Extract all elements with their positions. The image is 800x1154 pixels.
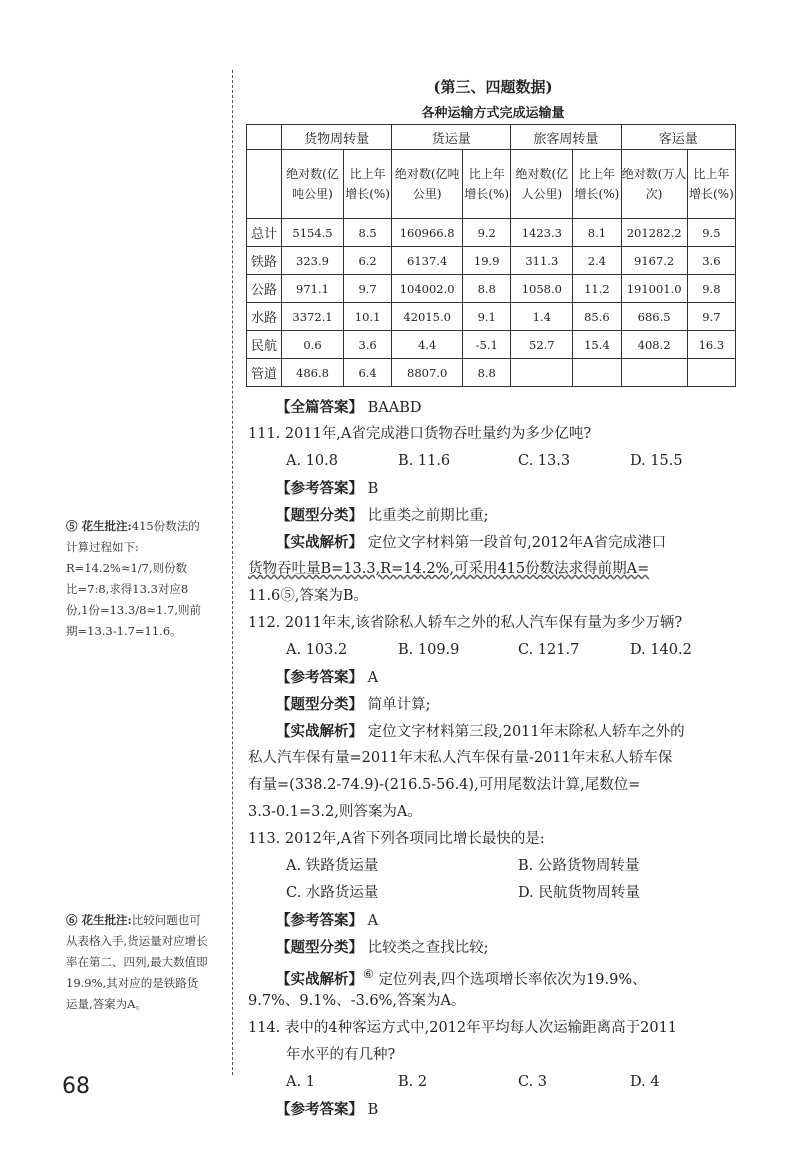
table-subtitle: 各种运输方式完成运输量 [421, 106, 565, 121]
q114-text-line: 年水平的有几种? [286, 1047, 396, 1063]
q111-type [276, 502, 489, 530]
table-cell: 1423.3 [511, 219, 573, 247]
table-cell [511, 359, 573, 387]
q113-option-a: A. 铁路货运量 [286, 858, 379, 874]
q112-option-d: D. 140.2 [630, 642, 692, 658]
side-note-line: 运量,答案为A。 [66, 997, 147, 1011]
type-value: 比较类之查找比较; [367, 940, 489, 956]
answer-value: A [367, 670, 379, 686]
q113-type [276, 934, 489, 962]
answer-label: 【参考答案】 [276, 912, 363, 929]
table-corner-cell [247, 150, 282, 219]
table-cell: 42015.0 [392, 303, 463, 331]
side-note-line [66, 516, 226, 537]
side-note-line: 份,1份=13.3/8≈1.7,则前 [66, 603, 201, 617]
table-cell: 160966.8 [392, 219, 463, 247]
table-cell: 0.6 [282, 331, 344, 359]
table-group-header-row [247, 125, 736, 150]
table-cell [621, 359, 687, 387]
q112-analysis-line: 3.3-0.1=3.2,则答案为A。 [248, 804, 422, 820]
table-cell: 191001.0 [621, 275, 687, 303]
q112-analysis-line [276, 718, 685, 746]
q114-option-c: C. 3 [518, 1074, 548, 1090]
table-cell: 10.1 [344, 303, 392, 331]
table-cell: 16.3 [687, 331, 735, 359]
table-cell: 323.9 [282, 247, 344, 275]
q112-text: 112. 2011年末,该省除私人轿车之外的私人汽车保有量为多少万辆? [248, 615, 683, 631]
side-note-text: 比较问题也可 [131, 913, 201, 927]
type-label: 【题型分类】 [276, 939, 363, 956]
q114-option-b: B. 2 [398, 1074, 428, 1090]
row-label: 民航 [247, 331, 282, 359]
q113-option-b: B. 公路货物周转量 [518, 858, 640, 874]
q114-option-a: A. 1 [286, 1074, 315, 1090]
subheader: 绝对数(亿吨公里) [282, 150, 344, 219]
side-note-text: 415份数法的 [131, 519, 200, 533]
q111-analysis-line [276, 529, 666, 557]
row-label: 总计 [247, 219, 282, 247]
q112-option-b: B. 109.9 [398, 642, 460, 658]
q112-option-c: C. 121.7 [518, 642, 580, 658]
table-cell: 3.6 [687, 247, 735, 275]
subheader: 比上年增长(%) [344, 150, 392, 219]
table-row [247, 359, 736, 387]
side-note-1 [66, 516, 226, 642]
table-cell: 52.7 [511, 331, 573, 359]
table-cell: 971.1 [282, 275, 344, 303]
side-note-line: 计算过程如下: [66, 540, 139, 554]
q113-option-d: D. 民航货物周转量 [518, 885, 640, 901]
answer-value: A [367, 913, 379, 929]
group-header: 客运量 [621, 125, 735, 150]
table-cell: 6137.4 [392, 247, 463, 275]
subheader: 比上年增长(%) [463, 150, 511, 219]
q111-option-c: C. 13.3 [518, 453, 571, 469]
table-cell: 6.2 [344, 247, 392, 275]
table-cell: 686.5 [621, 303, 687, 331]
analysis-text: 定位文字材料第一段首句,2012年A省完成港口 [367, 535, 667, 551]
full-answer-label: 【全篇答案】 [276, 399, 363, 416]
table-cell: 1.4 [511, 303, 573, 331]
q113-option-c: C. 水路货运量 [286, 885, 379, 901]
group-header: 旅客周转量 [511, 125, 621, 150]
table-cell: 486.8 [282, 359, 344, 387]
row-label: 管道 [247, 359, 282, 387]
table-cell [573, 359, 621, 387]
table-row [247, 219, 736, 247]
answer-label: 【参考答案】 [276, 1101, 363, 1118]
table-cell: 11.2 [573, 275, 621, 303]
table-cell: 311.3 [511, 247, 573, 275]
table-cell: 2.4 [573, 247, 621, 275]
side-note-2 [66, 910, 226, 1015]
table-cell: 3.6 [344, 331, 392, 359]
q112-answer [276, 664, 378, 692]
table-cell: 9.1 [463, 303, 511, 331]
q114-answer [276, 1096, 378, 1124]
side-note-line: 从表格入手,货运量对应增长 [66, 934, 208, 948]
table-cell: 4.4 [392, 331, 463, 359]
table-cell: 8.8 [463, 275, 511, 303]
table-cell [687, 359, 735, 387]
group-header: 货运量 [392, 125, 511, 150]
q113-text: 113. 2012年,A省下列各项同比增长最快的是: [248, 831, 545, 847]
table-cell: 104002.0 [392, 275, 463, 303]
q111-analysis-line: 货物吞吐量B=13.3,R=14.2%,可采用415份数法求得前期A= [248, 561, 650, 577]
table-cell: 19.9 [463, 247, 511, 275]
table-cell: 9167.2 [621, 247, 687, 275]
q112-analysis-line: 私人汽车保有量=2011年末私人汽车保有量-2011年末私人轿车保 [248, 750, 673, 766]
table-corner-cell [247, 125, 282, 150]
answer-label: 【参考答案】 [276, 669, 363, 686]
analysis-text: 定位文字材料第三段,2011年末除私人轿车之外的 [367, 724, 685, 740]
table-cell: 85.6 [573, 303, 621, 331]
q113-analysis-line: 9.7%、9.1%、-3.6%,答案为A。 [248, 993, 466, 1009]
row-label: 铁路 [247, 247, 282, 275]
side-note-title: ⑤ 花生批注: [66, 519, 132, 533]
answer-label: 【参考答案】 [276, 480, 363, 497]
row-label: 公路 [247, 275, 282, 303]
table-cell: 6.4 [344, 359, 392, 387]
side-note-line: 比=7:8,求得13.3对应8 [66, 582, 189, 596]
side-note-line: 率在第二、四列,最大数值即 [66, 955, 208, 969]
subheader: 比上年增长(%) [687, 150, 735, 219]
side-note-title: ⑥ 花生批注: [66, 913, 132, 927]
q111-option-a: A. 10.8 [286, 453, 338, 469]
table-cell: 3372.1 [282, 303, 344, 331]
table-title: (第三、四题数据) [433, 78, 553, 96]
table-cell: 1058.0 [511, 275, 573, 303]
full-answer [276, 394, 422, 422]
type-label: 【题型分类】 [276, 696, 363, 713]
side-note-line: R=14.2%≈1/7,则份数 [66, 561, 188, 575]
full-answer-value: BAABD [367, 400, 422, 416]
table-subheader-row [247, 150, 736, 219]
table-cell: 9.2 [463, 219, 511, 247]
table-cell: 201282.2 [621, 219, 687, 247]
analysis-label: 【实战解析】 [276, 970, 363, 988]
q112-type [276, 691, 431, 719]
analysis-label: 【实战解析】 [276, 534, 363, 551]
q111-answer [276, 475, 378, 503]
type-value: 简单计算; [367, 697, 431, 713]
table-row [247, 275, 736, 303]
table-cell: 8.8 [463, 359, 511, 387]
side-note-line: 期=13.3-1.7=11.6。 [66, 624, 182, 638]
answer-value: B [367, 481, 379, 497]
table-cell: 15.4 [573, 331, 621, 359]
subheader: 比上年增长(%) [573, 150, 621, 219]
q114-text-line: 114. 表中的4种客运方式中,2012年平均每人次运输距离高于2011 [248, 1020, 678, 1036]
table-row [247, 303, 736, 331]
side-note-line: 19.9%,其对应的是铁路货 [66, 976, 199, 990]
table-row [247, 247, 736, 275]
q111-option-d: D. 15.5 [630, 453, 683, 469]
table-cell: 9.8 [687, 275, 735, 303]
type-label: 【题型分类】 [276, 507, 363, 524]
side-note-line [66, 910, 226, 931]
transport-table [246, 124, 736, 387]
q111-analysis-line: 11.6⑤,答案为B。 [248, 588, 369, 604]
q112-analysis-line: 有量=(338.2-74.9)-(216.5-56.4),可用尾数法计算,尾数位= [248, 777, 641, 793]
table-cell: 5154.5 [282, 219, 344, 247]
q111-text: 111. 2011年,A省完成港口货物吞吐量约为多少亿吨? [248, 426, 592, 442]
table-row [247, 331, 736, 359]
page-number: 68 [62, 1074, 90, 1099]
group-header: 货物周转量 [282, 125, 392, 150]
table-cell: 9.7 [344, 275, 392, 303]
table-cell: 408.2 [621, 331, 687, 359]
subheader: 绝对数(亿吨公里) [392, 150, 463, 219]
type-value: 比重类之前期比重; [367, 508, 489, 524]
answer-value: B [367, 1102, 379, 1118]
table-cell: 8807.0 [392, 359, 463, 387]
table-cell: 8.1 [573, 219, 621, 247]
q114-option-d: D. 4 [630, 1074, 660, 1090]
q111-option-b: B. 11.6 [398, 453, 451, 469]
annotation-mark: ⑥ [363, 967, 374, 981]
subheader: 绝对数(亿人公里) [511, 150, 573, 219]
table-cell: 9.7 [687, 303, 735, 331]
analysis-text: 定位列表,四个选项增长率依次为19.9%、 [378, 971, 647, 988]
subheader: 绝对数(万人次) [621, 150, 687, 219]
table-cell: -5.1 [463, 331, 511, 359]
margin-divider [232, 70, 233, 1075]
table-cell: 8.5 [344, 219, 392, 247]
q112-option-a: A. 103.2 [286, 642, 348, 658]
q113-answer [276, 907, 378, 935]
analysis-label: 【实战解析】 [276, 723, 363, 740]
row-label: 水路 [247, 303, 282, 331]
table-cell: 9.5 [687, 219, 735, 247]
